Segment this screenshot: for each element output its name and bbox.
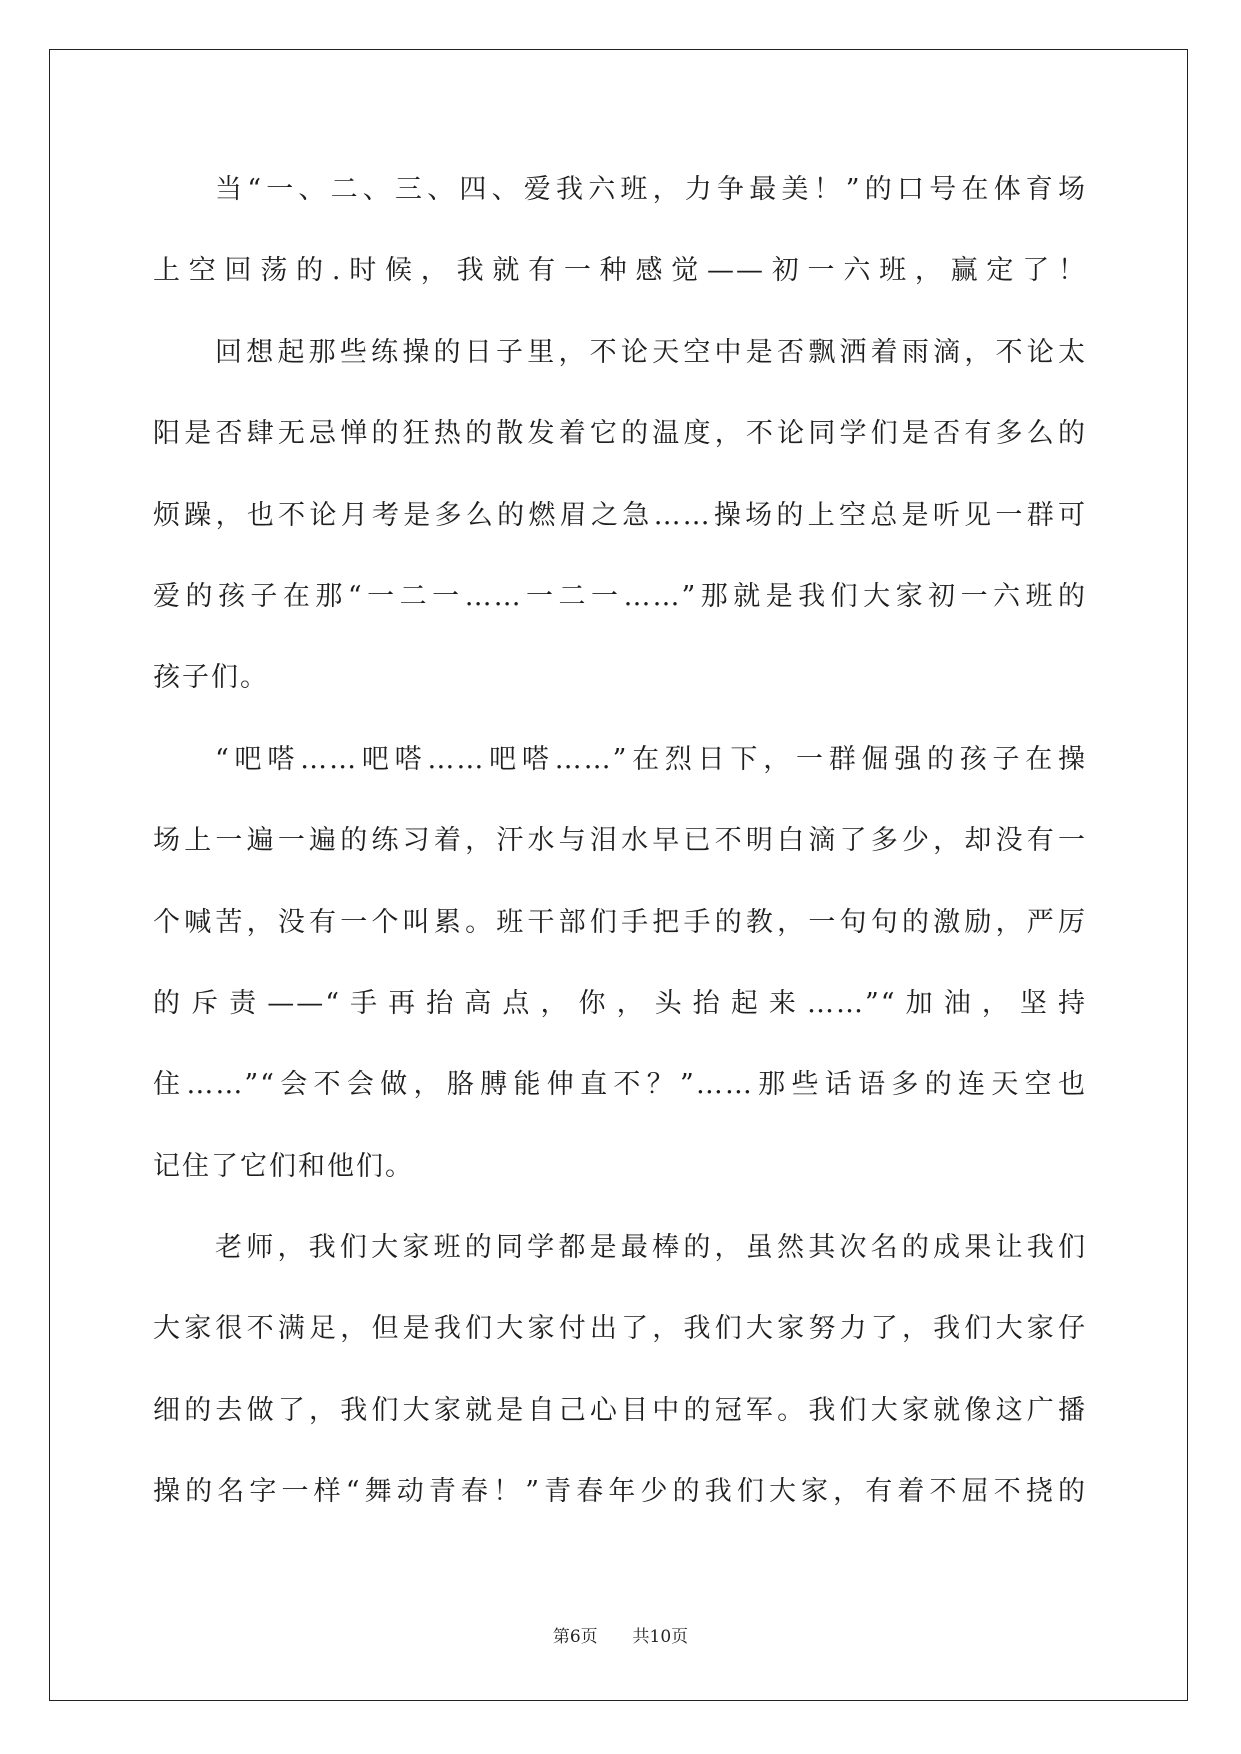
- page-number: 第6页: [552, 1627, 598, 1647]
- text-line: “吧嗒……吧嗒……吧嗒……”在烈日下，一群倔强的孩子在操: [215, 743, 1087, 775]
- page-total: 共10页: [632, 1627, 689, 1647]
- text-line: 回想起那些练操的日子里，不论天空中是否飘洒着雨滴，不论太: [215, 336, 1087, 368]
- text-line: 住……”“会不会做，胳膊能伸直不？”……那些话语多的连天空也: [153, 1069, 1087, 1101]
- paragraph: [153, 1207, 1087, 1533]
- text-line: 当“一、二、三、四、爱我六班，力争最美！”的口号在体育场: [215, 174, 1087, 205]
- text-line: 老师，我们大家班的同学都是最棒的，虽然其次名的成果让我们: [215, 1232, 1087, 1264]
- paragraph: [153, 719, 1087, 1207]
- text-line: 的斥责——“手再抬高点，你，头抬起来……”“加油，坚持: [153, 987, 1087, 1019]
- page-footer: [0, 1622, 1241, 1652]
- text-line: 个喊苦，没有一个叫累。班干部们手把手的教，一句句的激励，严厉: [153, 906, 1087, 938]
- body-text: [153, 149, 1087, 1533]
- text-line: 细的去做了，我们大家就是自己心目中的冠军。我们大家就像这广播: [153, 1394, 1087, 1426]
- text-line: 阳是否肆无忌惮的狂热的散发着它的温度，不论同学们是否有多么的: [153, 418, 1087, 450]
- text-line: 操的名字一样“舞动青春！”青春年少的我们大家，有着不屈不挠的: [153, 1476, 1087, 1508]
- text-line: 场上一遍一遍的练习着，汗水与泪水早已不明白滴了多少，却没有一: [153, 825, 1087, 857]
- text-line: 爱的孩子在那“一二一……一二一……”那就是我们大家初一六班的: [153, 580, 1087, 612]
- text-line: 孩子们。: [153, 662, 269, 694]
- text-line: 记住了它们和他们。: [153, 1150, 414, 1182]
- text-line: 大家很不满足，但是我们大家付出了，我们大家努力了，我们大家仔: [153, 1313, 1087, 1345]
- text-line: 烦躁，也不论月考是多么的燃眉之急……操场的上空总是听见一群可: [153, 499, 1087, 531]
- text-line: 上空回荡的.时候，我就有一种感觉——初一六班，赢定了！: [153, 255, 1087, 287]
- paragraph: [153, 312, 1087, 719]
- paragraph: [153, 149, 1087, 312]
